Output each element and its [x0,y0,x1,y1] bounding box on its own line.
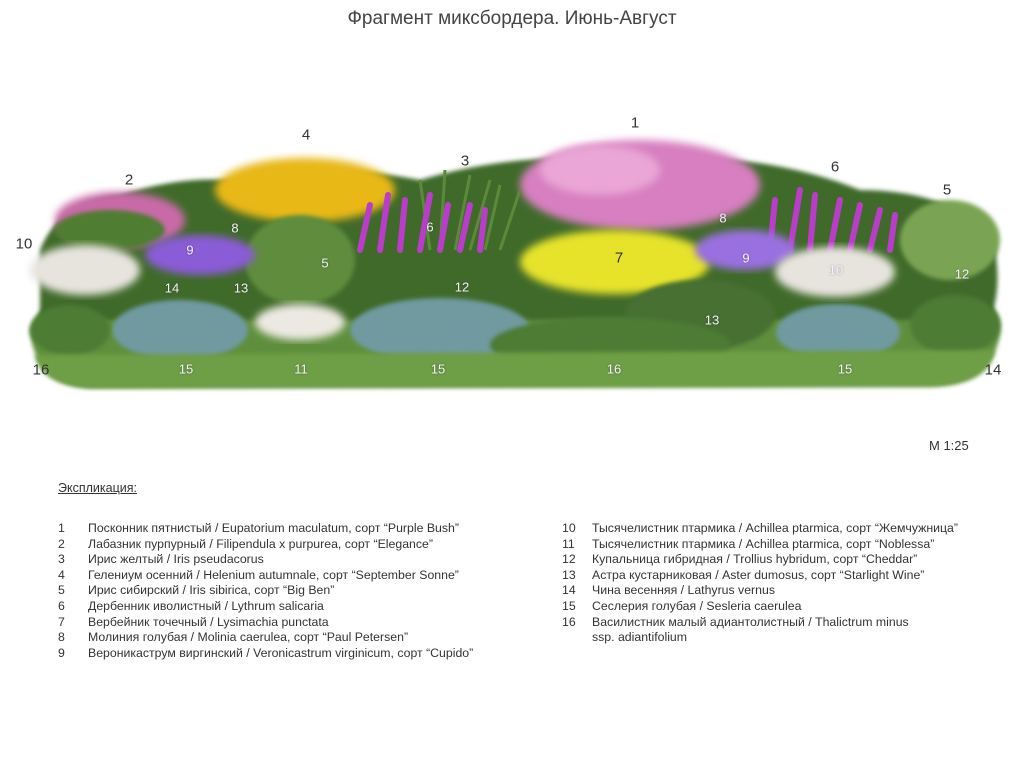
plan-label: 6 [426,219,434,235]
legend-item: 14 Чина весенняя / Lathyrus vernus [562,583,775,598]
legend-item: 6 Дербенник иволистный / Lythrum salicaria [58,598,324,613]
legend-item: 10 Тысячелистник птармика / Achillea ptarmica, сорт “Жемчужница” [562,521,958,535]
plan-label: 10 [828,262,844,278]
plan-label: 13 [233,280,249,296]
legend-right [562,521,958,646]
plan-label: 4 [301,126,311,144]
legend-left [58,521,473,661]
legend-item-continuation: ssp. adiantifolium [592,630,688,645]
scale-label: М 1:25 [929,438,969,453]
legend-title: Экспликация: [58,481,137,495]
plan-label: 16 [606,361,622,377]
plan-label: 1 [630,114,640,132]
legend-item: 7 Вербейник точечный / Lysimachia punctata [58,614,329,629]
plan-label: 5 [321,255,329,271]
plant-5-iris-sibirica [245,215,355,305]
legend-item: 1 Посконник пятнистый / Eupatorium maculatum, сорт “Purple Bush” [58,521,459,535]
plan-label: 14 [164,280,180,296]
plan-label: 3 [460,152,470,170]
plan-label: 10 [15,235,33,253]
plan-label: 5 [942,181,952,199]
plan-label: 8 [719,210,727,226]
plant-10-achillea [30,245,140,295]
plan-label: 9 [742,250,750,266]
legend-item: 4 Гелениум осенний / Helenium autumnale, сорт “September Sonne” [58,567,459,582]
legend-item: 8 Молиния голубая / Molinia caerulea, сорт “Paul Petersen” [58,630,409,645]
plan-label: 2 [124,171,134,189]
legend-item: 12 Купальница гибридная / Trollius hybridum, сорт “Cheddar” [562,552,918,567]
plan-label: 8 [231,220,239,236]
plan-label: 9 [186,242,194,258]
page-title: Фрагмент миксбордера. Июнь-Август [347,8,677,29]
plant-15-sesleria [112,300,248,360]
plan-label: 15 [430,361,446,377]
plan-label: 6 [830,158,840,176]
legend-item: 15 Сеслерия голубая / Sesleria caerulea [562,598,802,613]
legend-item: 11 Тысячелистник птармика / Achillea ptarmica, сорт “Noblessa” [562,536,935,551]
plan-label: 12 [454,279,470,295]
plan-label: 11 [294,361,308,377]
legend-item: 5 Ирис сибирский / Iris sibirica, сорт “Big Ben” [58,583,335,598]
plan-label: 15 [837,361,853,377]
plant-11-achillea [255,304,345,340]
plant-9-veronicastrum [145,235,255,275]
legend-item: 16 Василистник малый адиантолистный / Thalictrum minus [562,614,909,629]
legend-item: 2 Лабазник пурпурный / Filipendula x purpurea, сорт “Elegance” [58,536,433,551]
plan-label: 12 [954,266,970,282]
plan-label: 7 [614,249,624,267]
plan-label: 16 [32,361,50,379]
plan-label: 15 [178,361,194,377]
legend-item: 13 Астра кустарниковая / Aster dumosus, сорт “Starlight Wine” [562,567,925,582]
plan-label: 13 [704,312,720,328]
legend-item: 9 Вероникаструм виргинский / Veronicastrum virginicum, сорт “Cupido” [58,645,474,660]
plan-label: 14 [984,361,1002,379]
legend-item: 3 Ирис желтый / Iris pseudacorus [58,552,264,567]
